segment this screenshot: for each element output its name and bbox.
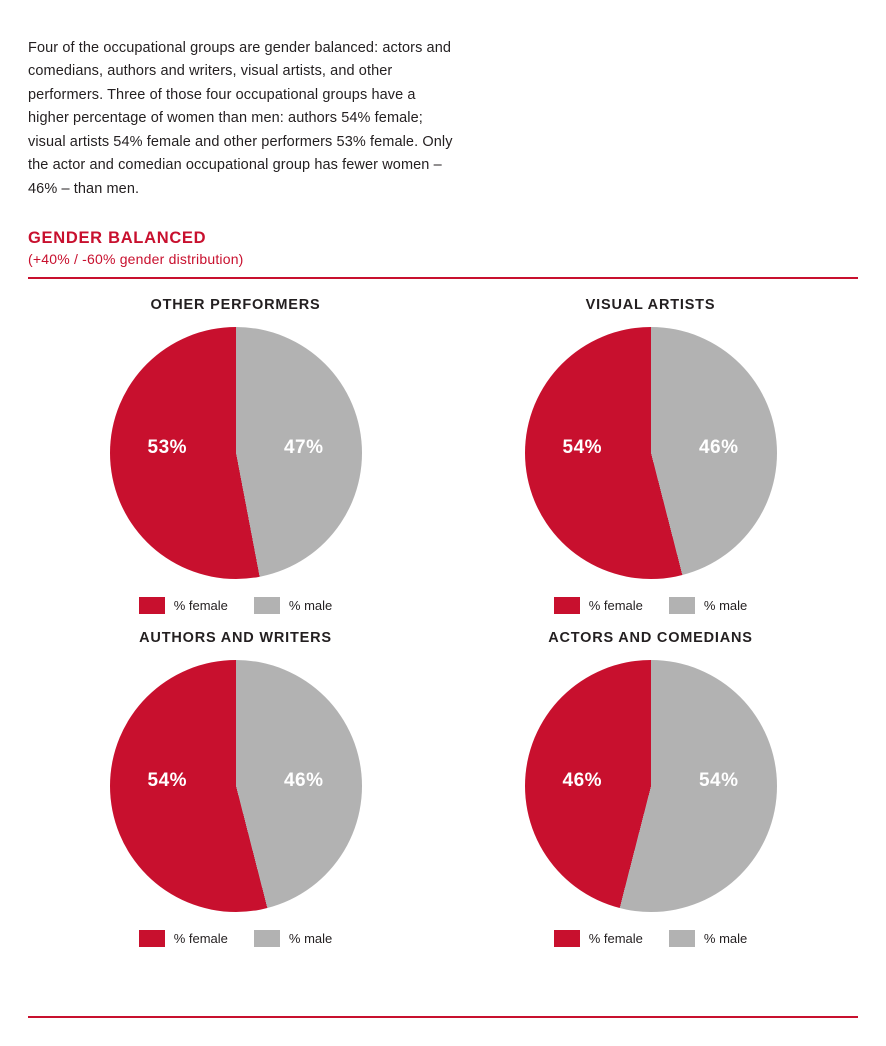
report-page [0,15,886,1046]
legend-item-female [554,930,643,947]
chart-title: ACTORS AND COMEDIANS [548,629,753,646]
slice-label-female: 54% [562,436,603,458]
chart-actors-and-comedians [443,630,858,947]
legend-label-female: % female [173,597,228,613]
slice-label-female: 46% [562,769,603,791]
chart-visual-artists [443,297,858,614]
legend-label-female: % female [173,930,228,946]
legend-swatch-female-icon [554,930,580,947]
legend-label-female: % female [588,930,643,946]
slice-label-female: 54% [147,769,188,791]
legend-label-male: % male [703,597,748,613]
legend-swatch-male-icon [254,597,280,614]
legend [554,597,748,614]
legend-label-male: % male [703,930,748,946]
section-header [28,229,858,279]
slice-label-male: 46% [283,769,324,791]
slice-label-male: 46% [698,436,739,458]
chart-title: OTHER PERFORMERS [150,296,321,313]
legend-swatch-female-icon [139,597,165,614]
legend-swatch-male-icon [254,930,280,947]
legend-label-male: % male [288,930,333,946]
legend-label-female: % female [588,597,643,613]
legend [554,930,748,947]
pie-chart-grid [28,297,858,947]
legend-swatch-female-icon [554,597,580,614]
legend [139,597,333,614]
legend-item-male [254,930,332,947]
pie-container [110,660,362,912]
legend-item-male [669,930,747,947]
legend-swatch-female-icon [139,930,165,947]
legend-label-male: % male [288,597,333,613]
section-divider [28,277,858,279]
pie-container [525,327,777,579]
intro-paragraph: Four of the occupational groups are gender balanced: actors and comedians, authors and writers, visual artists, and other performers. Three of those four occupational groups have a higher percentage of women than men: authors 54% female; visual artists 54% female and other performers 53% female. Only the actor and comedian occupational group has fewer women – 46% – than men. [28,39,453,197]
legend-swatch-male-icon [669,597,695,614]
section-subtitle: (+40% / -60% gender distribution) [28,251,244,267]
legend-item-female [139,597,228,614]
chart-title: AUTHORS AND WRITERS [139,629,332,646]
pie-container [110,327,362,579]
pie-container [525,660,777,912]
slice-label-male: 54% [698,769,739,791]
legend-item-female [139,930,228,947]
legend-item-male [669,597,747,614]
slice-label-male: 47% [283,436,324,458]
legend [139,930,333,947]
legend-item-male [254,597,332,614]
slice-label-female: 53% [147,436,188,458]
chart-other-performers [28,297,443,614]
legend-item-female [554,597,643,614]
section-title: GENDER BALANCED [28,229,207,247]
chart-title: VISUAL ARTISTS [585,296,716,313]
footer-divider [28,1016,858,1018]
legend-swatch-male-icon [669,930,695,947]
chart-authors-and-writers [28,630,443,947]
